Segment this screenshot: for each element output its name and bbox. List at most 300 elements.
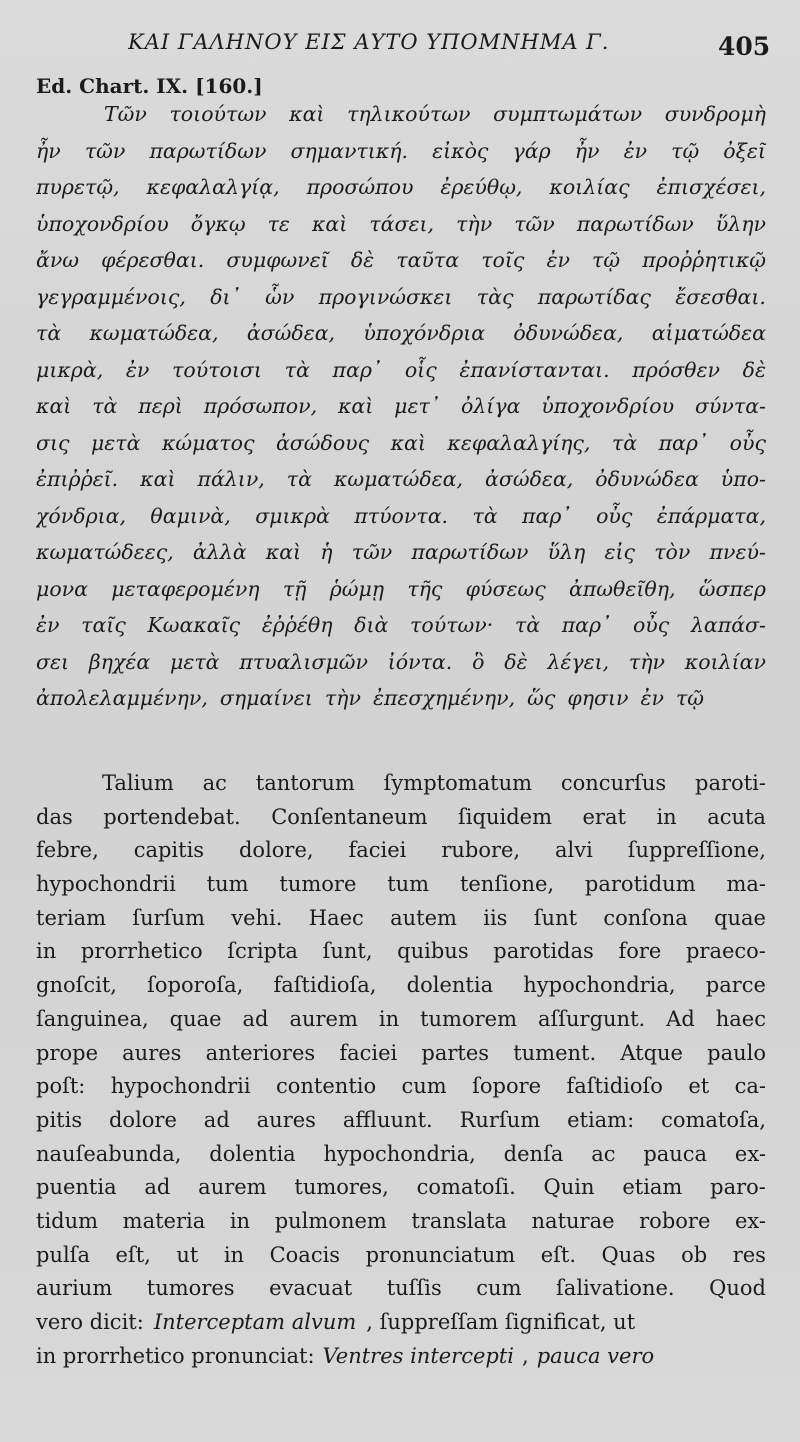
word: τάσει,	[369, 211, 435, 236]
word: Haec	[308, 905, 364, 930]
word: ἀσώδους	[275, 430, 370, 455]
word: προσώπου	[306, 175, 414, 199]
word: partes	[421, 1040, 490, 1065]
word: puentia	[36, 1175, 117, 1200]
word: in	[656, 804, 677, 829]
word: τῶν	[514, 211, 555, 236]
word: Quin	[543, 1175, 595, 1200]
word: tumores	[146, 1276, 235, 1301]
word: κοιλίαν	[684, 649, 766, 674]
word: dolore,	[238, 838, 314, 863]
greek-line	[36, 388, 766, 425]
word: παρωτίδας	[537, 284, 651, 309]
latin-line	[36, 1239, 766, 1273]
latin-line	[36, 1340, 766, 1374]
word: ὥς	[527, 686, 556, 710]
word: ὀδυνώδεα,	[513, 321, 624, 345]
running-head: ΚΑΙ ΓΑΛΗΝΟΥ ΕΙΣ ΑΥΤΟ ΥΠΟΜΝΗΜΑ Γ.	[128, 30, 610, 54]
word: ſcripta	[227, 939, 298, 964]
word: ob	[681, 1242, 708, 1267]
word: parotidas	[493, 939, 594, 964]
word: pulſa	[36, 1242, 90, 1267]
latin-line	[36, 1138, 766, 1172]
greek-line	[36, 96, 766, 133]
word: ſunt	[533, 905, 578, 930]
word: ſunt,	[322, 939, 373, 964]
word: γάρ	[512, 138, 551, 163]
word: Rurſum	[459, 1107, 541, 1132]
word: dolentia	[209, 1141, 296, 1166]
word: gnoſcit,	[36, 973, 117, 998]
latin-line	[36, 969, 766, 1003]
word: aurem	[289, 1006, 358, 1031]
greek-line	[36, 680, 766, 717]
word: acuta	[707, 804, 766, 829]
word: ſopore	[472, 1074, 542, 1099]
word: ſymptomatum	[383, 771, 533, 795]
greek-line	[36, 571, 766, 608]
word: portendebat.	[103, 804, 241, 829]
greek-line	[36, 534, 766, 571]
word: tument.	[513, 1040, 597, 1065]
word: quibus	[397, 939, 469, 964]
word: τὰ	[92, 394, 118, 418]
word: τῷ	[592, 248, 621, 272]
word: παρωτίδων	[149, 138, 267, 163]
word: εἰς	[604, 540, 636, 564]
word: τὴν	[456, 211, 493, 236]
latin-line	[36, 1171, 766, 1205]
word: eſt.	[540, 1242, 577, 1267]
word: ἐπανίστανται.	[459, 357, 610, 382]
word: pulmonem	[274, 1208, 387, 1233]
word: τὰ	[284, 357, 310, 382]
word: ὧν	[265, 284, 295, 309]
italic-quotation: Interceptam alvum	[153, 1310, 357, 1334]
word: ἐν	[640, 686, 664, 710]
word: vehi.	[231, 905, 283, 930]
word: σύντα-	[694, 394, 766, 418]
latin-text-block	[36, 767, 766, 1373]
word: οὖς	[729, 430, 766, 455]
word: faſtidioſa,	[273, 973, 377, 998]
word: λαπάσ-	[690, 613, 766, 637]
latin-line	[36, 1104, 766, 1138]
text-run: ,	[522, 1343, 529, 1368]
word: περὶ	[138, 394, 183, 418]
word: σμικρὰ	[255, 503, 330, 528]
word: dolore	[108, 1107, 177, 1132]
word: ſurſum	[132, 905, 205, 930]
greek-line	[36, 607, 766, 644]
word: ταῖς	[81, 613, 126, 637]
latin-line	[36, 868, 766, 902]
word: ἐῤῥέθη	[261, 613, 333, 637]
word: parotidum	[584, 872, 696, 897]
word: Κωακαῖς	[147, 613, 241, 637]
word: μετὰ	[90, 430, 141, 455]
word: conſona	[603, 905, 688, 930]
greek-line	[36, 315, 766, 352]
word: πυρετῷ,	[36, 175, 120, 199]
word: febre,	[36, 838, 99, 863]
word: ἐν	[36, 613, 60, 637]
word: ἦν	[36, 138, 61, 163]
word: capitis	[133, 838, 205, 863]
word: τὰ	[286, 467, 312, 491]
word: τούτοισι	[172, 357, 262, 382]
word: παρ᾽	[522, 503, 572, 528]
word: denſa	[503, 1141, 564, 1166]
word: ἐπεσχημένην,	[372, 686, 516, 710]
page-number: 405	[718, 32, 771, 61]
word: πρόσωπον,	[203, 394, 318, 418]
word: μεταφερομένη	[111, 576, 260, 601]
word: καὶ	[36, 394, 72, 418]
word: faſtidioſo	[566, 1074, 663, 1099]
word: δὲ	[350, 248, 375, 272]
word: τοιούτων	[169, 102, 267, 126]
word: κεφαλαλγίᾳ,	[146, 175, 280, 199]
word: τὴν	[324, 686, 361, 710]
word: παρωτίδων	[576, 211, 694, 236]
word: ἀλλὰ	[192, 540, 247, 564]
word: ἄνω	[36, 248, 80, 272]
word: faciei	[339, 1040, 398, 1065]
word: χόνδρια,	[36, 503, 127, 528]
word: τὴν	[628, 649, 666, 674]
italic-quotation: Ventres intercepti	[322, 1343, 515, 1368]
word: hypochondria,	[323, 1141, 476, 1166]
word: παρ᾽	[561, 613, 612, 637]
word: Quas	[601, 1242, 656, 1267]
word: Atque	[620, 1040, 683, 1065]
word: ca-	[734, 1074, 766, 1099]
word: tantorum	[255, 771, 355, 795]
word: et	[688, 1074, 710, 1099]
edition-reference: Ed. Chart. IX. [160.]	[36, 74, 263, 98]
word: ἐν	[546, 248, 570, 272]
word: Quod	[709, 1276, 766, 1301]
word: res	[732, 1242, 766, 1267]
latin-line	[36, 1205, 766, 1239]
word: παρωτίδων	[411, 540, 529, 564]
word: prope	[36, 1040, 98, 1065]
word: poſt:	[36, 1074, 86, 1099]
word: tidum	[36, 1208, 99, 1233]
word: ſanguinea,	[36, 1006, 149, 1031]
word: in	[378, 1006, 400, 1031]
word: πνεύ-	[709, 540, 766, 564]
word: προῤῥητικῷ	[642, 248, 766, 272]
word: contentio	[276, 1074, 377, 1099]
word: ὀλίγα	[460, 394, 521, 418]
word: θαμινὰ,	[150, 503, 231, 528]
word: ἐπισχέσει,	[656, 175, 766, 199]
word: tumores,	[294, 1175, 389, 1200]
word: παρ᾽	[658, 430, 709, 455]
greek-line	[36, 461, 766, 498]
latin-line	[36, 935, 766, 969]
word: κωματώδεα,	[89, 321, 219, 345]
word: cum	[476, 1276, 522, 1301]
word: concurſus	[560, 771, 667, 795]
word: τῶν	[351, 540, 393, 564]
word: tum	[206, 872, 249, 897]
word: βηχέα	[88, 649, 151, 674]
word: eſt,	[115, 1242, 151, 1267]
word: ῥώμῃ	[329, 576, 385, 601]
greek-line	[36, 352, 766, 389]
word: alvi	[555, 838, 593, 863]
word: κεφαλαλγίης,	[447, 430, 591, 455]
word: μετ᾽	[394, 394, 441, 418]
word: Coacis	[269, 1242, 341, 1267]
word: οὖς	[596, 503, 633, 528]
word: κοιλίας	[549, 175, 630, 199]
word: prorrhetico	[80, 939, 203, 964]
greek-line	[36, 498, 766, 535]
word: δὲ	[742, 357, 766, 382]
word: robore	[639, 1208, 711, 1233]
word: διὰ	[354, 613, 389, 637]
word: ὃ	[472, 649, 485, 674]
word: paro-	[710, 1175, 766, 1200]
word: τῷ	[671, 138, 700, 163]
word: praeco-	[685, 939, 766, 964]
word: προγινώσκει	[318, 284, 453, 309]
word: καὶ	[390, 430, 426, 455]
word: λέγει,	[547, 649, 610, 674]
word: κωματώδεες,	[36, 540, 174, 564]
greek-line	[36, 644, 766, 681]
word: pauca	[643, 1141, 708, 1166]
word: αἱματώδεα	[651, 321, 766, 345]
word: ac	[591, 1141, 616, 1166]
word: rubore,	[441, 838, 521, 863]
word: etiam:	[567, 1107, 635, 1132]
word: tumore	[279, 872, 357, 897]
word: paulo	[707, 1040, 766, 1065]
word: translata	[411, 1208, 507, 1233]
word: τούτων·	[410, 613, 494, 637]
greek-line	[36, 169, 766, 206]
word: ſalivatione.	[556, 1276, 675, 1301]
word: καὶ	[289, 102, 325, 126]
word: aurem	[198, 1175, 267, 1200]
word: Talium	[102, 771, 174, 795]
word: οὖς	[632, 613, 670, 637]
word: ἐν	[623, 138, 648, 163]
word: συμφωνεῖ	[226, 248, 329, 272]
latin-line	[36, 902, 766, 936]
word: ἀσώδεα,	[485, 467, 574, 491]
word: faciei	[348, 838, 407, 863]
word: τὰ	[514, 613, 541, 637]
word: tumorem	[420, 1006, 517, 1031]
word: ut	[176, 1242, 199, 1267]
word: τε	[267, 211, 290, 236]
greek-line	[36, 206, 766, 243]
word: τὰ	[611, 430, 638, 455]
word: in	[229, 1208, 251, 1233]
latin-line	[36, 767, 766, 801]
word: τὰ	[472, 503, 498, 528]
word: ὕλη	[547, 540, 586, 564]
word: ἐν	[125, 357, 150, 382]
word: τηλικούτων	[347, 102, 471, 126]
word: iis	[483, 905, 508, 930]
word: ὑποχόνδρια	[363, 321, 486, 345]
word: ma-	[726, 872, 766, 897]
word: γεγραμμένοις,	[36, 284, 186, 309]
word: ex-	[734, 1141, 766, 1166]
word: cum	[401, 1074, 447, 1099]
text-run: vero dicit:	[36, 1310, 144, 1334]
word: ἀπωθεῖθη,	[568, 576, 676, 601]
word: σημαίνει	[219, 686, 313, 710]
word: τὰς	[476, 284, 514, 309]
text-run: in prorrhetico pronunciat:	[36, 1343, 315, 1368]
word: quae	[714, 905, 766, 930]
latin-line	[36, 1037, 766, 1071]
word: τῷ	[675, 686, 705, 710]
latin-line	[36, 801, 766, 835]
word: φύσεως	[465, 576, 546, 601]
greek-line	[36, 279, 766, 316]
word: πρόσθεν	[632, 357, 720, 382]
word: tuſſis	[386, 1276, 442, 1301]
word: materia	[122, 1208, 206, 1233]
word: ac	[202, 771, 227, 795]
word: aures	[122, 1040, 182, 1065]
word: Ad	[666, 1006, 695, 1031]
word: φέρεσθαι.	[101, 248, 205, 272]
word: δι᾽	[210, 284, 241, 309]
word: ταῦτα	[396, 248, 460, 272]
word: ἰόντα.	[387, 649, 453, 674]
word: aſſurgunt.	[537, 1006, 646, 1031]
word: τὸν	[654, 540, 691, 564]
word: Τῶν	[104, 102, 147, 126]
word: teriam	[36, 905, 107, 930]
word: ὥσπερ	[698, 576, 766, 601]
word: τῇ	[282, 576, 307, 601]
word: οἷς	[404, 357, 437, 382]
word: ſoporoſa,	[147, 973, 244, 998]
word: σει	[36, 649, 70, 674]
latin-line	[36, 1070, 766, 1104]
word: ὀξεῖ	[723, 138, 766, 163]
word: ad	[144, 1175, 171, 1200]
word: ἡ	[320, 540, 333, 564]
word: affluunt.	[342, 1107, 433, 1132]
word: μικρὰ,	[36, 357, 104, 382]
word: καὶ	[140, 467, 176, 491]
word: hypochondrii	[36, 872, 176, 897]
latin-line	[36, 834, 766, 868]
word: naturae	[531, 1208, 615, 1233]
word: evacuat	[269, 1276, 353, 1301]
word: τὰ	[36, 321, 62, 345]
word: pronunciatum	[365, 1242, 516, 1267]
word: τοῖς	[481, 248, 525, 272]
word: comatoſi.	[416, 1175, 516, 1200]
text-run: , ſuppreſſam ſignificat, ut	[366, 1310, 636, 1334]
word: paroti-	[695, 771, 766, 795]
word: pitis	[36, 1107, 83, 1132]
word: πτύοντα.	[354, 503, 449, 528]
word: δὲ	[504, 649, 528, 674]
italic-quotation: pauca vero	[536, 1343, 655, 1368]
word: aurium	[36, 1276, 113, 1301]
greek-line	[36, 425, 766, 462]
word: ὄγκῳ	[190, 211, 246, 236]
word: τῆς	[407, 576, 443, 601]
word: ἀσώδεα,	[246, 321, 336, 345]
word: parce	[705, 973, 766, 998]
word: καὶ	[265, 540, 302, 564]
word: anteriores	[205, 1040, 316, 1065]
word: ἐπιῤῥεῖ.	[36, 467, 119, 491]
word: tenſione,	[459, 872, 555, 897]
word: ſuppreſſione,	[627, 838, 766, 863]
latin-line	[36, 1272, 766, 1306]
word: in	[223, 1242, 245, 1267]
word: καὶ	[337, 394, 374, 418]
word: ſiquidem	[458, 804, 552, 829]
word: Conſentaneum	[271, 804, 428, 829]
word: hypochondrii	[110, 1074, 251, 1099]
latin-line	[36, 1306, 766, 1340]
word: πάλιν,	[197, 467, 265, 491]
word: quae	[169, 1006, 222, 1031]
word: ad	[203, 1107, 230, 1132]
word: παρ᾽	[332, 357, 383, 382]
word: τῶν	[84, 138, 126, 163]
word: autem	[390, 905, 457, 930]
word: εἰκὸς	[432, 138, 489, 163]
word: aures	[256, 1107, 316, 1132]
word: καὶ	[311, 211, 348, 236]
word: ὕλην	[715, 211, 766, 236]
word: erat	[582, 804, 626, 829]
word: tum	[387, 872, 430, 897]
word: dolentia	[406, 973, 494, 998]
word: ἔσεσθαι.	[675, 284, 766, 309]
word: ὀδυνώδεα	[595, 467, 699, 491]
word: ἦν	[574, 138, 600, 163]
word: συνδρομὴ	[664, 102, 766, 126]
word: ex-	[734, 1208, 766, 1233]
word: ἐπάρματα,	[656, 503, 766, 528]
word: in	[36, 939, 57, 964]
word: σις	[36, 430, 70, 455]
word: fore	[618, 939, 662, 964]
word: etiam	[622, 1175, 683, 1200]
word: μονα	[36, 576, 88, 601]
word: ὑπο-	[720, 467, 766, 491]
greek-text-block	[36, 96, 766, 717]
word: ὑποχονδρίου	[36, 211, 169, 236]
word: ὑποχονδρίου	[541, 394, 675, 418]
latin-line	[36, 1003, 766, 1037]
word: κώματος	[161, 430, 255, 455]
word: φησιν	[567, 686, 629, 710]
word: comatoſa,	[661, 1107, 766, 1132]
word: μετὰ	[170, 649, 220, 674]
word: πτυαλισμῶν	[239, 649, 368, 674]
